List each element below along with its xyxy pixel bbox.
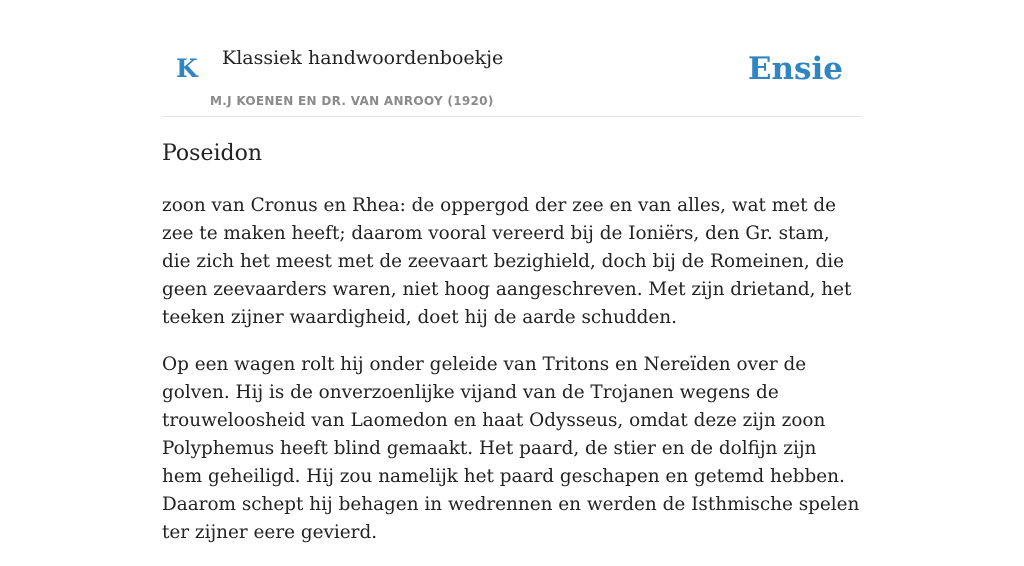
page bbox=[162, 0, 862, 543]
entry-title: Poseidon bbox=[162, 141, 262, 166]
ensie-logo-link[interactable]: Ensie bbox=[747, 51, 843, 87]
entry-body bbox=[162, 192, 862, 566]
source-logo[interactable]: K bbox=[176, 54, 198, 83]
source-title[interactable]: Klassiek handwoordenboekje bbox=[222, 47, 504, 69]
source-subtitle: M.J KOENEN EN DR. VAN ANROOY (1920) bbox=[210, 94, 494, 108]
source-header bbox=[162, 0, 862, 117]
entry-paragraph: Op een wagen rolt hij onder geleide van Tritons en Nereïden over de golven. Hij is de onverzoenlijke vijand van de Trojanen wegens de trouweloosheid van Laomedon en haat Odysseus, omdat deze zijn zoon Polyphemus heeft blind gemaakt. Het paard, de stier en de dolfijn zijn hem geheiligd. Hij zou namelijk het paard geschapen en getemd hebben. Daarom schept hij behagen in wedrennen en werden de Isthmische spelen ter zijner eere gevierd. bbox=[162, 354, 860, 543]
entry-paragraph: zoon van Cronus en Rhea: de oppergod der zee en van alles, wat met de zee te maken heeft; daarom vooral vereerd bij de Ioniërs, den Gr. stam, die zich het meest met de zeevaart bezighield, doch bij de Romeinen, die geen zeevaarders waren, niet hoog aangeschreven. Met zijn drietand, het teeken zijner waardigheid, doet hij de aarde schudden. bbox=[162, 195, 852, 328]
